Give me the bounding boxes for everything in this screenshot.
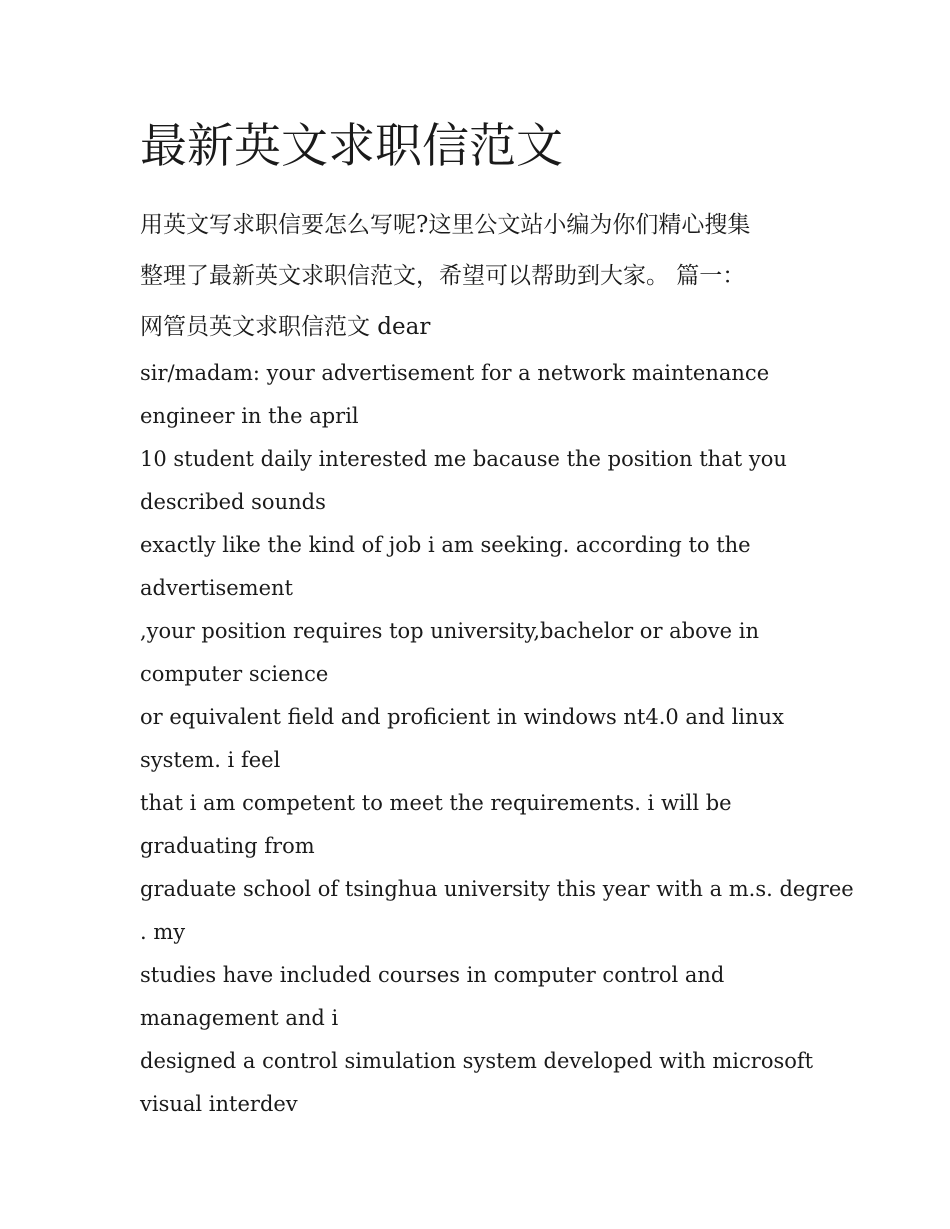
body-line: or equivalent field and proficient in windows nt4.0 and linux <box>140 705 784 729</box>
intro-paragraph <box>140 200 820 353</box>
body-line: management and i <box>140 1006 339 1030</box>
body-line: engineer in the april <box>140 404 359 428</box>
body-line: exactly like the kind of job i am seeking. according to the <box>140 533 751 557</box>
body-line: graduating from <box>140 834 315 858</box>
body-line: graduate school of tsinghua university this year with a m.s. degree <box>140 877 854 901</box>
body-line: described sounds <box>140 490 326 514</box>
intro-line: 网管员英文求职信范文 dear <box>140 314 431 340</box>
body-line: designed a control simulation system developed with microsoft <box>140 1049 814 1073</box>
body-line: visual interdev <box>140 1092 298 1116</box>
intro-line: 整理了最新英文求职信范文，希望可以帮助到大家。 篇一： <box>140 263 746 289</box>
body-line: ,your position requires top university,bachelor or above in <box>140 619 759 643</box>
body-line: . my <box>140 920 186 944</box>
body-line: sir/madam: your advertisement for a network maintenance <box>140 361 770 385</box>
document-title: 最新英文求职信范文 <box>140 119 563 174</box>
body-line: system. i feel <box>140 748 281 772</box>
body-line: studies have included courses in computer control and <box>140 963 725 987</box>
letter-body <box>140 352 854 1126</box>
intro-line: 用英文写求职信要怎么写呢?这里公文站小编为你们精心搜集 <box>140 212 751 238</box>
body-line: computer science <box>140 662 329 686</box>
body-line: that i am competent to meet the requirements. i will be <box>140 791 732 815</box>
body-line: 10 student daily interested me bacause the position that you <box>140 447 787 471</box>
body-line: advertisement <box>140 576 293 600</box>
